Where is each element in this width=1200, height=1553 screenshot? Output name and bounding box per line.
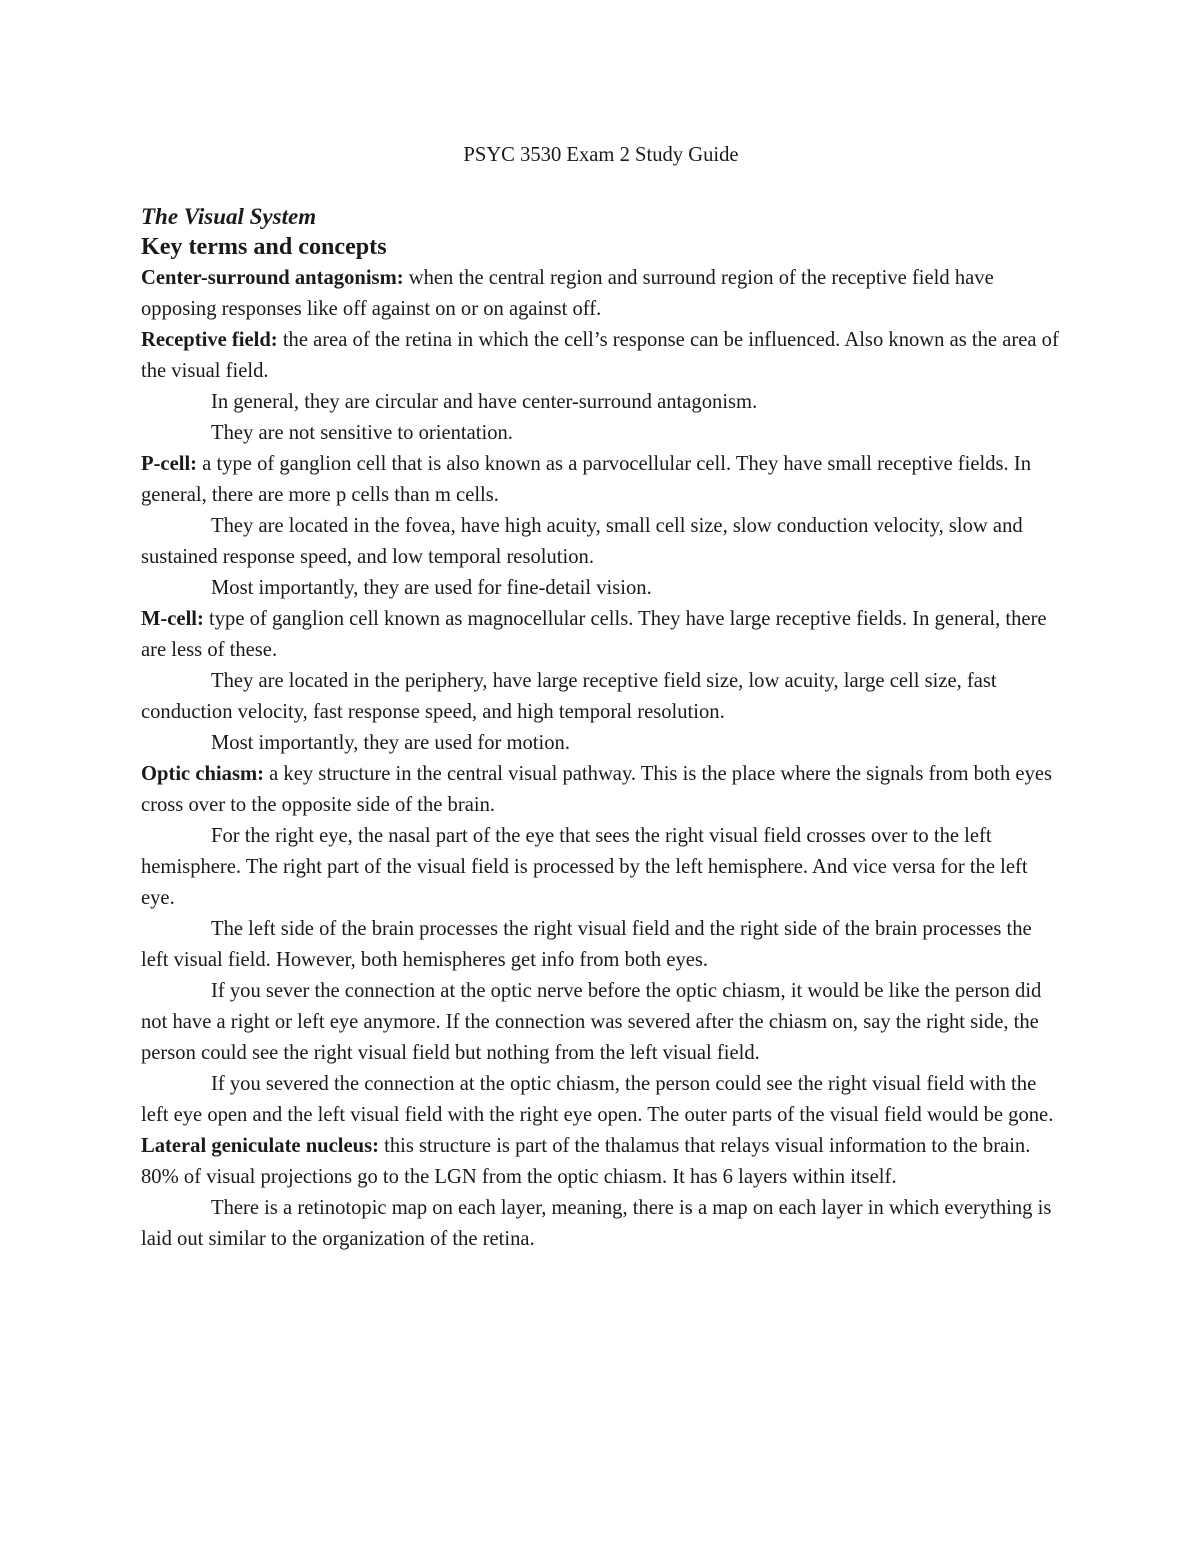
paragraph-indented: They are not sensitive to orientation. xyxy=(211,422,513,444)
paragraph-indented: If you sever the connection at the optic nerve before the optic chiasm, it would be like the person did not have a right or left eye anymore. If the connection was severed after the chiasm on, say the right side, the person could see the right visual field but nothing from the left visual field. xyxy=(141,980,1042,1064)
term-label: M-cell: xyxy=(141,608,204,630)
document-page xyxy=(141,140,1061,1255)
term-label: Center-surround antagonism: xyxy=(141,267,404,289)
section-heading: The Visual System xyxy=(141,204,317,229)
paragraph-indented: Most importantly, they are used for fine-detail vision. xyxy=(211,577,652,599)
subheading: Key terms and concepts xyxy=(141,234,387,260)
paragraph-p-cell xyxy=(141,449,1061,511)
paragraph-receptive-field xyxy=(141,325,1061,387)
paragraph-indented: For the right eye, the nasal part of the eye that sees the right visual field crosses over to the left hemisphere. The right part of the visual field is processed by the left hemisphere. And vice versa for the left eye. xyxy=(141,825,1028,909)
term-label: P-cell: xyxy=(141,453,198,475)
paragraph-indented: In general, they are circular and have center-surround antagonism. xyxy=(211,391,758,413)
paragraph-lgn xyxy=(141,1131,1061,1193)
paragraph-indented: If you severed the connection at the optic chiasm, the person could see the right visual field with the left eye open and the left visual field with the right eye open. The outer parts of the visual field would be gone. xyxy=(141,1073,1054,1126)
paragraph-indented: The left side of the brain processes the right visual field and the right side of the brain processes the left visual field. However, both hemispheres get info from both eyes. xyxy=(141,918,1032,971)
paragraph-text: type of ganglion cell known as magnocellular cells. They have large receptive fields. In general, there are less of these. xyxy=(141,608,1047,661)
paragraph-indented: They are located in the fovea, have high acuity, small cell size, slow conduction velocity, slow and sustained response speed, and low temporal resolution. xyxy=(141,515,1023,568)
paragraph-m-cell xyxy=(141,604,1061,666)
term-label: Receptive field: xyxy=(141,329,278,351)
paragraph-text: a key structure in the central visual pathway. This is the place where the signals from both eyes cross over to the opposite side of the brain. xyxy=(141,763,1053,816)
paragraph-text: a type of ganglion cell that is also known as a parvocellular cell. They have small receptive fields. In general, there are more p cells than m cells. xyxy=(141,453,1031,506)
paragraph-indented: Most importantly, they are used for motion. xyxy=(211,732,570,754)
term-label: Optic chiasm: xyxy=(141,763,264,785)
term-label: Lateral geniculate nucleus: xyxy=(141,1135,379,1157)
paragraph-indented: There is a retinotopic map on each layer, meaning, there is a map on each layer in which everything is laid out similar to the organization of the retina. xyxy=(141,1197,1052,1250)
paragraph-text: this structure is part of the thalamus that relays visual information to the brain. 80% of visual projections go to the LGN from the optic chiasm. It has 6 layers within itself. xyxy=(141,1135,1031,1188)
document-title: PSYC 3530 Exam 2 Study Guide xyxy=(463,144,739,166)
paragraph-center-surround xyxy=(141,263,1061,325)
paragraph-optic-chiasm xyxy=(141,759,1061,821)
paragraph-text: when the central region and surround region of the receptive field have opposing responses like off against on or on against off. xyxy=(141,267,994,320)
paragraph-text: the area of the retina in which the cell’s response can be influenced. Also known as the area of the visual field. xyxy=(141,329,1059,382)
paragraph-indented: They are located in the periphery, have large receptive field size, low acuity, large cell size, fast conduction velocity, fast response speed, and high temporal resolution. xyxy=(141,670,997,723)
